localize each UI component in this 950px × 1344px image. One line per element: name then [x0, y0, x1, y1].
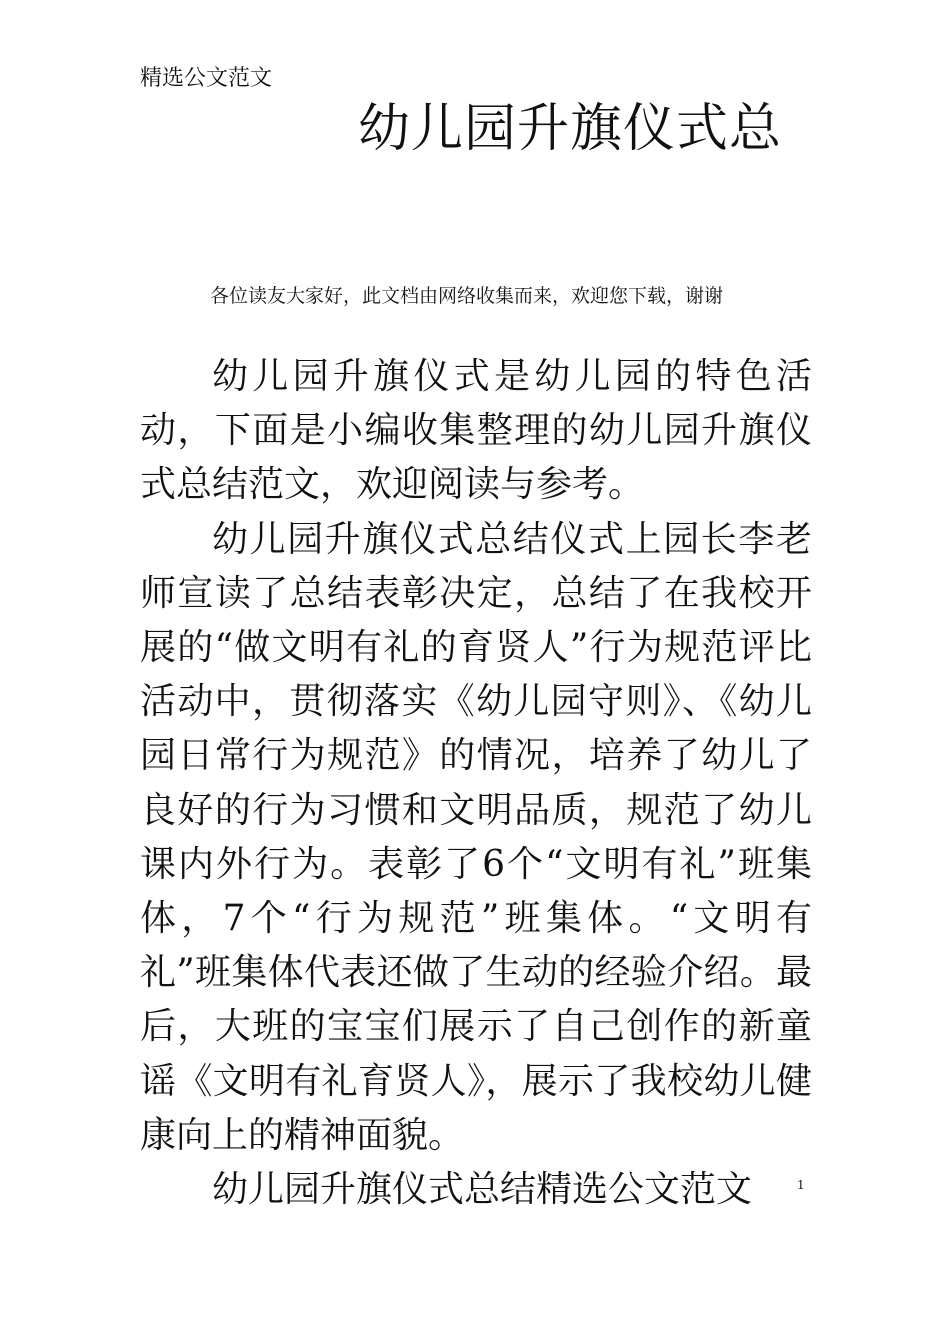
header-label: 精选公文范文 [140, 66, 273, 91]
paragraph-continued: 幼儿园升旗仪式总结精选公文范文 [212, 1169, 753, 1211]
paragraph-intro: 幼儿园升旗仪式是幼儿园的特色活动，下面是小编收集整理的幼儿园升旗仪式总结范文，欢迎阅读与参考。 [140, 356, 812, 506]
document-body [140, 350, 812, 1217]
paragraph-summary: 幼儿园升旗仪式总结仪式上园长李老师宣读了总结表彰决定，总结了在我校开展的“做文明有礼的育贤人”行为规范评比活动中，贯彻落实《幼儿园守则》、《幼儿园日常行为规范》的情况，培养了幼儿了良好的行为习惯和文明品质，规范了幼儿课内外行为。表彰了6个“文明有礼”班集体，7个“行为规范”班集体。“文明有礼”班集体代表还做了生动的经验介绍。最后，大班的宝宝们展示了自己创作的新童谣《文明有礼育贤人》，展示了我校幼儿健康向上的精神面貌。 [140, 518, 812, 1156]
page-number: 1 [797, 1178, 805, 1192]
document-title: 幼儿园升旗仪式总 [358, 99, 783, 159]
greeting-line: 各位读友大家好，此文档由网络收集而来，欢迎您下载，谢谢 [210, 285, 724, 307]
